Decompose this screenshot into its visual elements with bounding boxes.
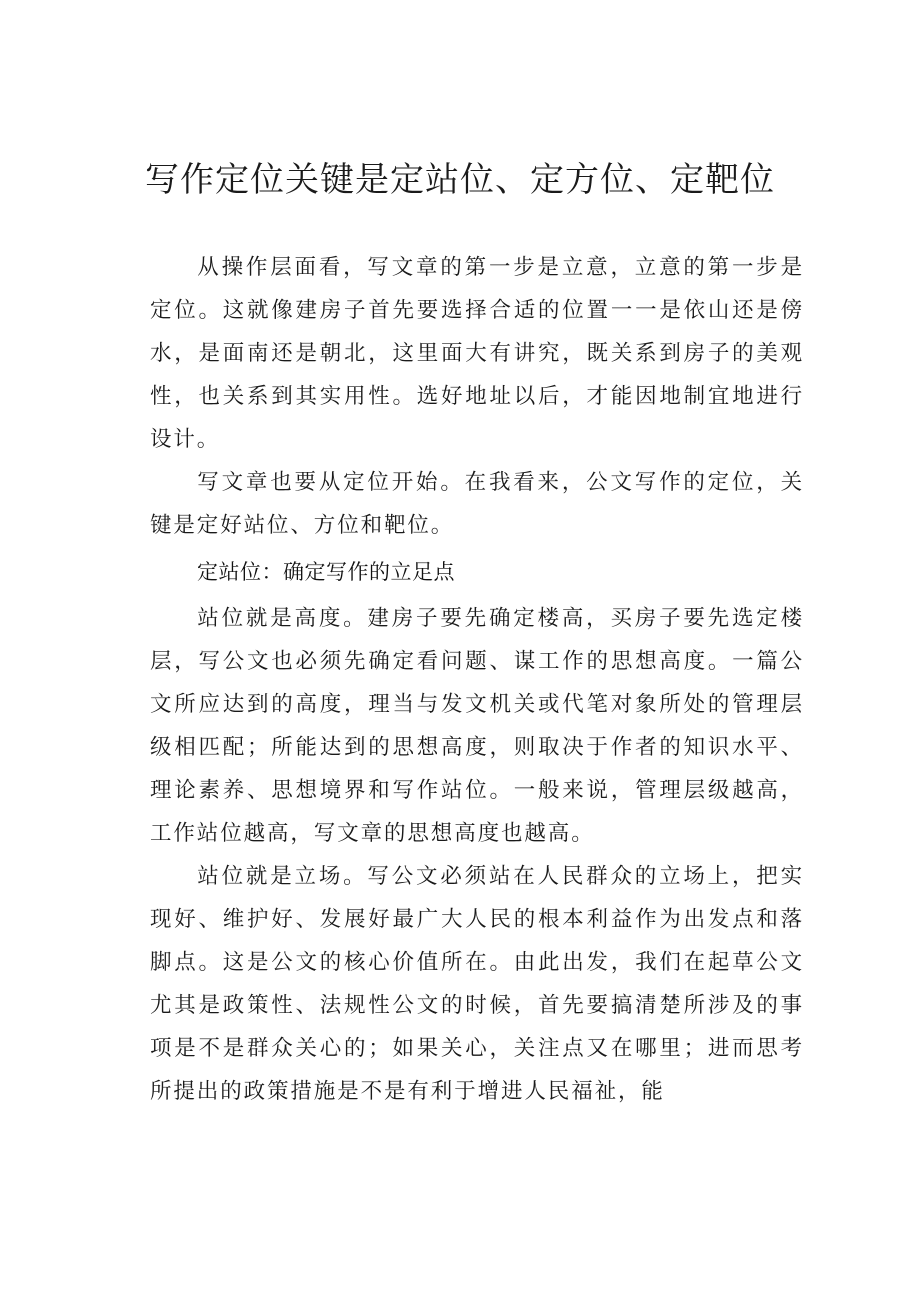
paragraph-height: 站位就是高度。建房子要先确定楼高，买房子要先选定楼层，写公文也必须先确定看问题、谋工作的思想高度。一篇公文所应达到的高度，理当与发文机关或代笔对象所处的管理层级相匹配；所能达到的思想高度，则取决于作者的知识水平、理论素养、思想境界和写作站位。一般来说，管理层级越高，工作站位越高，写文章的思想高度也越高。: [150, 606, 804, 846]
paragraph-intro: 从操作层面看，写文章的第一步是立意，立意的第一步是定位。这就像建房子首先要选择合适的位置一一是依山还是傍水，是面南还是朝北，这里面大有讲究，既关系到房子的美观性，也关系到其实用性。选好地址以后，才能因地制宜地进行设计。: [150, 255, 804, 452]
paragraph-positioning: 写文章也要从定位开始。在我看来，公文写作的定位，关键是定好站位、方位和靶位。: [150, 470, 804, 538]
paragraph-stance: 站位就是立场。写公文必须站在人民群众的立场上，把实现好、维护好、发展好最广大人民的根本利益作为出发点和落脚点。这是公文的核心价值所在。由此出发，我们在起草公文尤其是政策性、法规性公文的时候，首先要搞清楚所涉及的事项是不是群众关心的；如果关心，关注点又在哪里；进而思考所提出的政策措施是不是有利于增进人民福祉，能: [150, 864, 804, 1104]
document-body: [150, 246, 804, 1113]
document-title: 写作定位关键是定站位、定方位、定靶位: [145, 160, 775, 200]
section-heading: 定站位：确定写作的立足点: [197, 560, 455, 584]
